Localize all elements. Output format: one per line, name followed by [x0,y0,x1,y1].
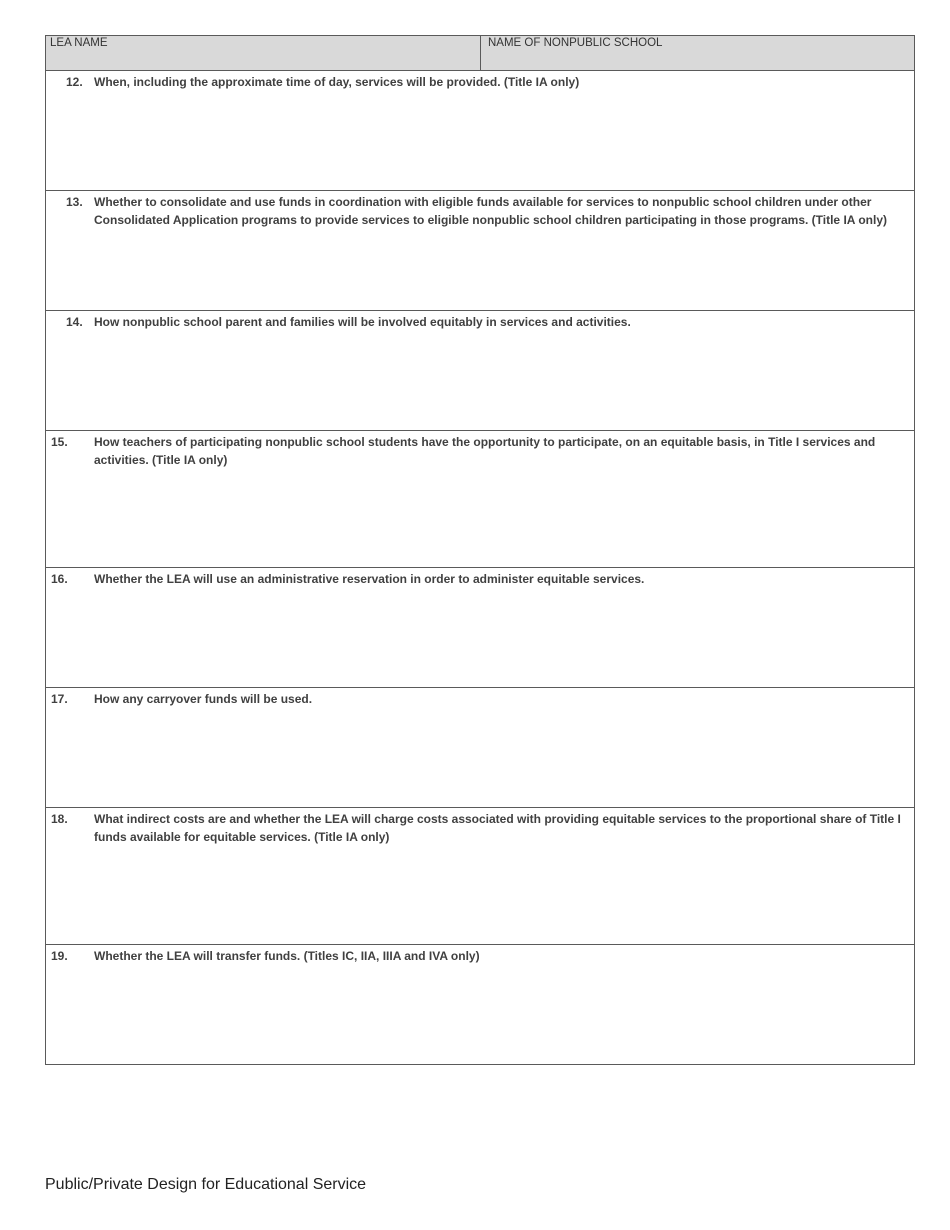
question-text: How teachers of participating nonpublic school students have the opportunity to participate, on an equitable basis, in Title I services and activities. (Title IA only) [94,435,876,467]
nonpublic-school-name-label: NAME OF NONPUBLIC SCHOOL [488,37,663,49]
question-text: Whether to consolidate and use funds in coordination with eligible funds available for services to nonpublic school children under other Consolidated Application programs to provide services to eligible nonpublic school children participating in those programs. (Title IA only) [94,195,887,227]
question-row-14 [46,311,914,431]
answer-area-17[interactable] [94,763,908,803]
question-row-19 [46,945,914,1064]
nonpublic-school-name-field[interactable] [481,36,914,70]
question-text: How nonpublic school parent and families will be involved equitably in services and activities. [94,315,631,329]
question-number: 18. [51,812,68,826]
question-number: 13. [66,195,83,209]
question-number: 19. [51,949,68,963]
equitable-services-form [45,35,915,1065]
question-row-16 [46,568,914,688]
lea-name-label: LEA NAME [50,37,108,49]
answer-area-13[interactable] [94,266,908,306]
question-row-12 [46,71,914,191]
question-text: How any carryover funds will be used. [94,692,313,706]
answer-area-14[interactable] [94,386,908,426]
question-number: 17. [51,692,68,706]
question-number: 12. [66,75,83,89]
question-row-13 [46,191,914,311]
answer-area-16[interactable] [94,643,908,683]
question-row-17 [46,688,914,808]
answer-area-18[interactable] [94,900,908,940]
question-text: When, including the approximate time of day, services will be provided. (Title IA only) [94,75,580,89]
footer-title: Public/Private Design for Educational Service [45,1176,367,1193]
answer-area-12[interactable] [94,146,908,186]
question-row-18 [46,808,914,945]
answer-area-19[interactable] [94,1020,908,1060]
question-text: What indirect costs are and whether the LEA will charge costs associated with providing equitable services to the proportional share of Title I funds available for equitable services. (Title IA only) [94,812,901,844]
lea-name-field[interactable] [46,36,481,70]
form-header [46,36,914,71]
question-row-15 [46,431,914,568]
answer-area-15[interactable] [94,523,908,563]
question-number: 15. [51,435,68,449]
question-text: Whether the LEA will use an administrative reservation in order to administer equitable services. [94,572,645,586]
question-number: 14. [66,315,83,329]
question-number: 16. [51,572,68,586]
question-text: Whether the LEA will transfer funds. (Titles IC, IIA, IIIA and IVA only) [94,949,480,963]
